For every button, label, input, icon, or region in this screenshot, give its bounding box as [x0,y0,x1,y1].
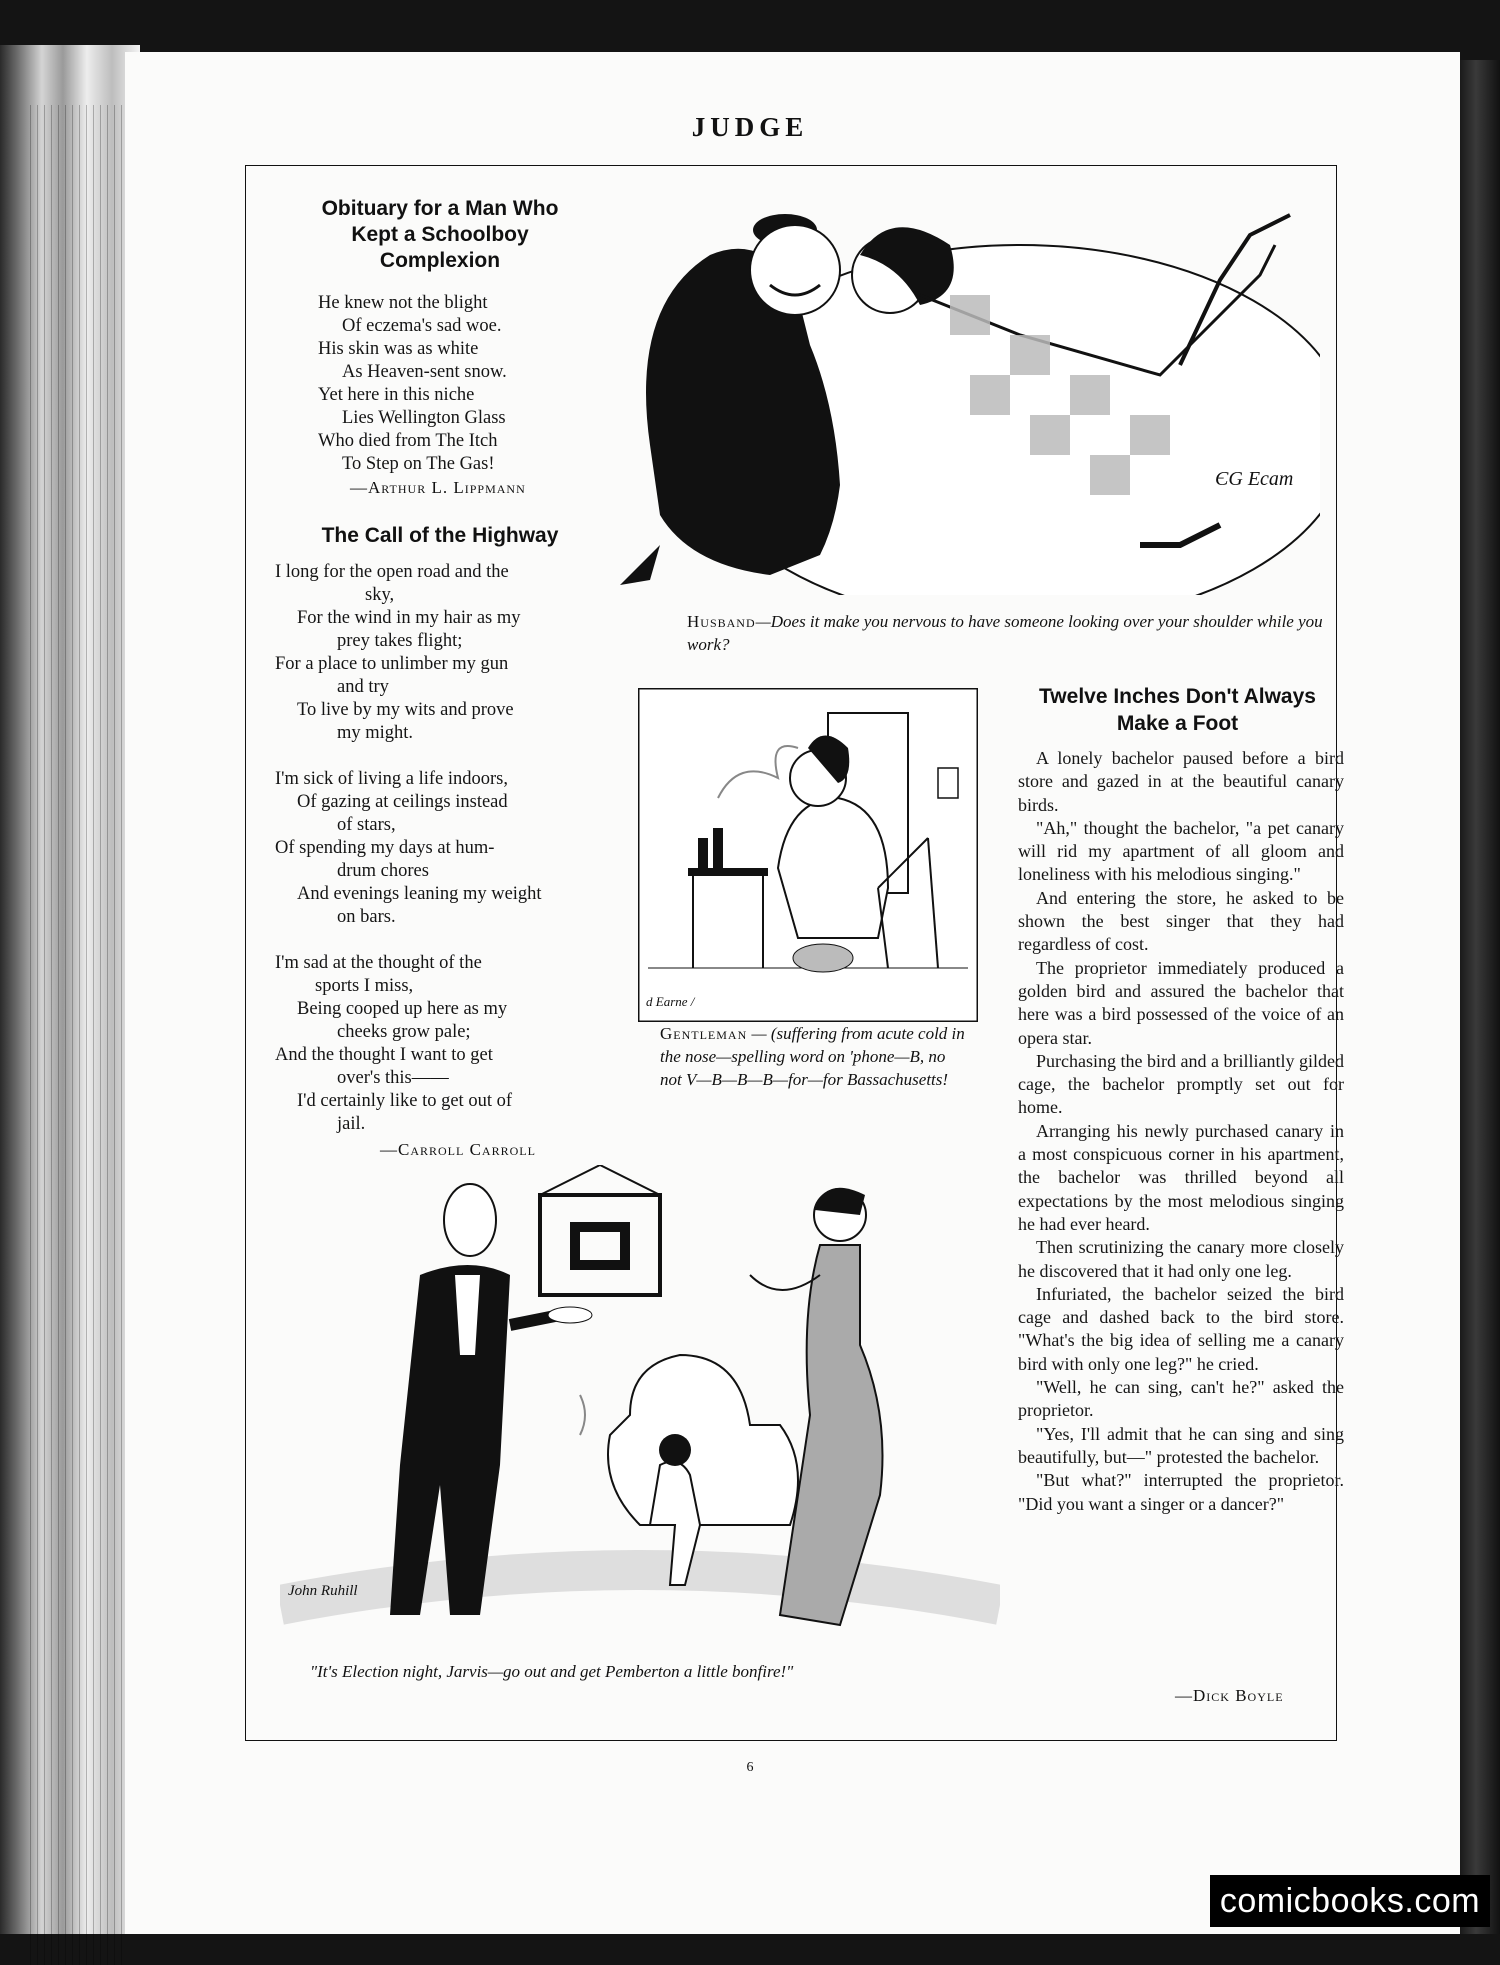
story-body [1018,747,1344,1516]
highway-credit: —Carroll Carroll [380,1140,536,1159]
book-binding [0,45,140,1934]
husband-caption-speaker: Husband [687,612,756,631]
book-right-edge [1460,60,1500,1934]
masthead: JUDGE [691,112,809,142]
story-paragraph: "Yes, I'll admit that he can sing and sing beautifully, but—" protested the bachelor. [1018,1423,1344,1467]
story-paragraph: Then scrutinizing the canary more closely he discovered that it had only one leg. [1018,1237,1344,1281]
husband-cartoon-caption [687,610,1327,656]
husband-cartoon-illustration [620,185,1320,595]
election-night-caption: "It's Election night, Jarvis—go out and get Pemberton a little bonfire!" [310,1662,794,1681]
page-number: 6 [746,1760,754,1775]
story-paragraph: And entering the store, he asked to be shown the best singer that they had regardless of cost. [1018,887,1344,955]
gentleman-caption-text: — (suffering from acute cold in the nose—spelling word on 'phone—B, no not V—B—B—B—for—for Bassachusetts! [660,1024,965,1089]
story-title: Twelve Inches Don't Always Make a Foot [1039,685,1316,735]
middle-cartoon-signature: d Earne / [646,994,695,1009]
page-edges [30,105,125,1965]
story-paragraph: A lonely bachelor paused before a bird store and gazed in at the beautiful canary birds. [1018,748,1344,815]
story-paragraph: Purchasing the bird and a brilliantly gilded cage, the bachelor promptly set out for home. [1018,1050,1344,1118]
story-paragraph: The proprietor immediately produced a golden bird and assured the bachelor that here was a bird possessed of the voice of an opera star. [1018,957,1344,1048]
top-cartoon-signature: ЄG Ecam [1215,468,1294,490]
obituary-title: Obituary for a Man Who Kept a Schoolboy Complexion [321,197,559,272]
obituary-credit: —Arthur L. Lippmann [350,478,526,497]
gentleman-cartoon-caption [660,1022,965,1091]
husband-caption-text: —Does it make you nervous to have someone looking over your shoulder while you work? [687,612,1323,654]
highway-title: The Call of the Highway [321,524,559,547]
story-paragraph: "Well, he can sing, can't he?" asked the proprietor. [1018,1377,1344,1421]
story-credit: —Dick Boyle [1175,1686,1284,1705]
gentleman-caption-speaker: Gentleman [660,1024,748,1043]
watermark-logo: comicbooks.com [1210,1875,1490,1927]
obituary-verse: He knew not the blight Of eczema's sad woe. His skin was as white As Heaven-sent snow. Yet here in this niche Lies Wellington Glass Who died from The Itch To Step on The Gas! [318,293,507,474]
bottom-cartoon-signature: John Ruhill [288,1583,358,1599]
gentleman-cartoon-illustration [638,688,978,1022]
story-paragraph: "Ah," thought the bachelor, "a pet canary will rid my apartment of all gloom and loneliness with his melodious singing." [1018,817,1344,885]
story-paragraph: Arranging his newly purchased canary in a most conspicuous corner in his apartment, the bachelor was thrilled beyond all expectations by the most melodious singing he had ever heard. [1018,1120,1344,1234]
story-paragraph: "But what?" interrupted the proprietor. "Did you want a singer or a dancer?" [1018,1470,1344,1514]
election-night-cartoon-illustration [280,1165,1000,1645]
story-paragraph: Infuriated, the bachelor seized the bird cage and dashed back to the bird store. "What's the big idea of selling me a canary bird with only one leg?" he cried. [1018,1283,1344,1374]
highway-verse: I long for the open road and the sky, For the wind in my hair as my prey takes flight; For a place to unlimber my gun and try To live by my wits and prove my might. I'm sick of living a life indoors, Of gazing at ceilings instead of stars, Of spending my days at hum- drum chores And evenings leaning my weight on bars. I'm sad at the thought of the sports I miss, Being cooped up here as my cheeks grow pale; And the thought I want to get over's this—— I'd certainly like to get out of jail. [275,562,542,1134]
